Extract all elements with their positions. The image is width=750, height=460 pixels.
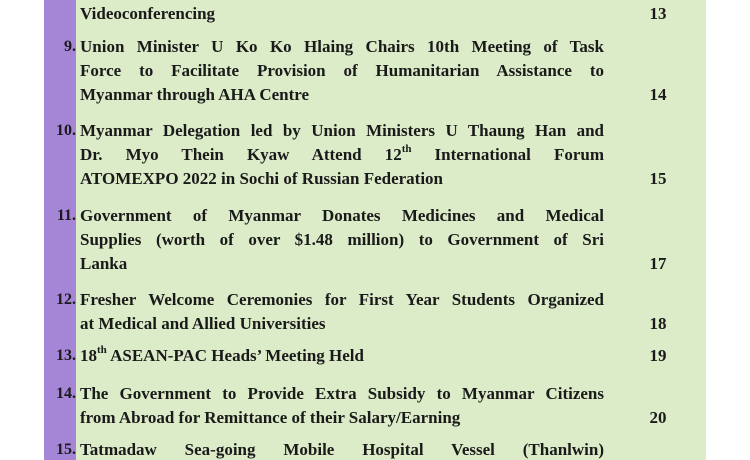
entry-title-text: International Forum (411, 145, 604, 164)
ordinal-suffix: th (97, 344, 107, 357)
entry-page-number: 18 (649, 314, 667, 333)
entry-page-number: 14 (649, 85, 667, 104)
entry-title-text: 18 (80, 346, 97, 365)
ordinal-suffix: th (401, 143, 412, 156)
entry-title-line: Government of Myanmar Donates Medicines and Medical (80, 206, 604, 225)
entry-page-number: 15 (649, 169, 667, 188)
entry-title-line: Tatmadaw Sea-going Mobile Hospital Vessel (Thanlwin) (80, 440, 604, 459)
entry-page-number: 17 (649, 254, 667, 273)
entry-title-line: Union Minister U Ko Ko Hlaing Chairs 10th Meeting of Task (80, 37, 604, 56)
entry-title-line: at Medical and Allied Universities (80, 314, 326, 333)
entry-page-number: 13 (649, 4, 667, 23)
entry-title-line: Myanmar Delegation led by Union Ministers U Thaung Han and (80, 121, 604, 140)
entry-title (80, 438, 604, 460)
entry-number: 14. (56, 385, 76, 402)
entry-title (80, 288, 604, 336)
entry-title (80, 35, 604, 107)
entry-number: 13. (56, 347, 76, 364)
entry-title-line: Force to Facilitate Provision of Humanitarian Assistance to (80, 61, 604, 80)
entry-title-line (80, 344, 604, 368)
entry-title-line: Fresher Welcome Ceremonies for First Year Students Organized (80, 290, 604, 309)
entry-number: 9. (64, 38, 76, 55)
entry-number: 12. (56, 291, 76, 308)
entry-title-line: ATOMEXPO 2022 in Sochi of Russian Federation (80, 169, 444, 188)
entry-title-line: Lanka (80, 254, 128, 273)
entry-number: 10. (56, 122, 76, 139)
entry-number: 11. (56, 207, 76, 224)
entry-title-text: ASEAN-PAC Heads’ Meeting Held (106, 346, 364, 365)
entry-title-line: The Government to Provide Extra Subsidy to Myanmar Citizens (80, 384, 604, 403)
entry-title (80, 382, 604, 430)
entry-title (80, 204, 604, 276)
entry-number: 15. (56, 441, 76, 458)
entry-title (80, 2, 604, 26)
entry-title-line (80, 143, 604, 167)
entry-title-line: Myanmar through AHA Centre (80, 85, 310, 104)
entry-title-line: Supplies (worth of over $1.48 million) to Government of Sri (80, 230, 604, 249)
entry-title-line: from Abroad for Remittance of their Salary/Earning (80, 408, 461, 427)
entry-title-text: Dr. Myo Thein Kyaw Attend 12 (80, 145, 402, 164)
entry-title (80, 344, 604, 368)
entry-page-number: 19 (649, 346, 667, 365)
entry-title-line: Videoconferencing (80, 4, 216, 23)
entry-page-number: 20 (649, 408, 667, 427)
entry-title (80, 119, 604, 191)
